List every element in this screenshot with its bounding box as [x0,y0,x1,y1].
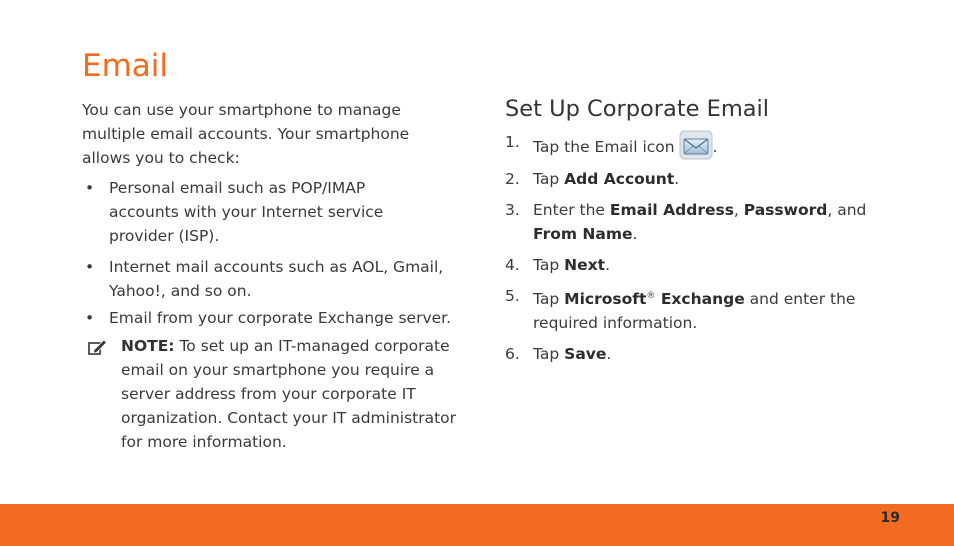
step-text: Tap Add Account. [533,170,680,188]
bullet-marker: • [85,309,95,327]
step-item [505,253,905,277]
step-text: Tap Next. [533,256,611,274]
step-number: 3. [505,201,520,219]
step-text: Enter the Email Address, Password, and From Name. [533,201,867,243]
step-item [505,342,905,366]
right-column [505,96,905,366]
email-envelope-icon [679,130,713,160]
list-item [82,255,479,303]
bullet-marker: • [85,258,95,276]
note-text: To set up an IT-managed corporate email on your smartphone you require a server address from your corporate IT organization. Contact your IT administrator for more information. [121,337,457,451]
note-label: NOTE: [121,337,175,355]
note-box [82,334,477,454]
step-item [505,284,905,335]
step-number: 1. [505,133,520,151]
page-number: 19 [880,510,900,526]
list-item [82,176,419,248]
step-number: 6. [505,345,520,364]
step-text: Tap Microsoft® Exchange and enter the required information. [533,290,856,333]
step-number: 4. [505,256,520,274]
list-item-text: Email from your corporate Exchange server. [109,309,452,327]
email-types-list [82,176,482,330]
step-item [505,198,905,246]
note-pencil-icon [88,338,108,356]
footer-bar [0,504,954,546]
step-text: Tap the Email icon . [533,138,718,156]
list-item [82,306,489,330]
step-text: Tap Save. [533,345,612,364]
left-column [82,98,482,454]
bullet-marker: • [85,179,95,197]
step-item [505,167,905,191]
page-title: Email [82,48,169,84]
list-item-text: Personal email such as POP/IMAP accounts with your Internet service provider (ISP). [109,179,384,245]
intro-paragraph: You can use your smartphone to manage multiple email accounts. Your smartphone allows you to check: [82,101,410,167]
list-item-text: Internet mail accounts such as AOL, Gmail, Yahoo!, and so on. [109,258,444,300]
step-item [505,130,905,160]
setup-steps-list [505,130,905,366]
step-number: 2. [505,170,520,188]
section-title: Set Up Corporate Email [505,96,770,122]
step-number: 5. [505,287,520,305]
